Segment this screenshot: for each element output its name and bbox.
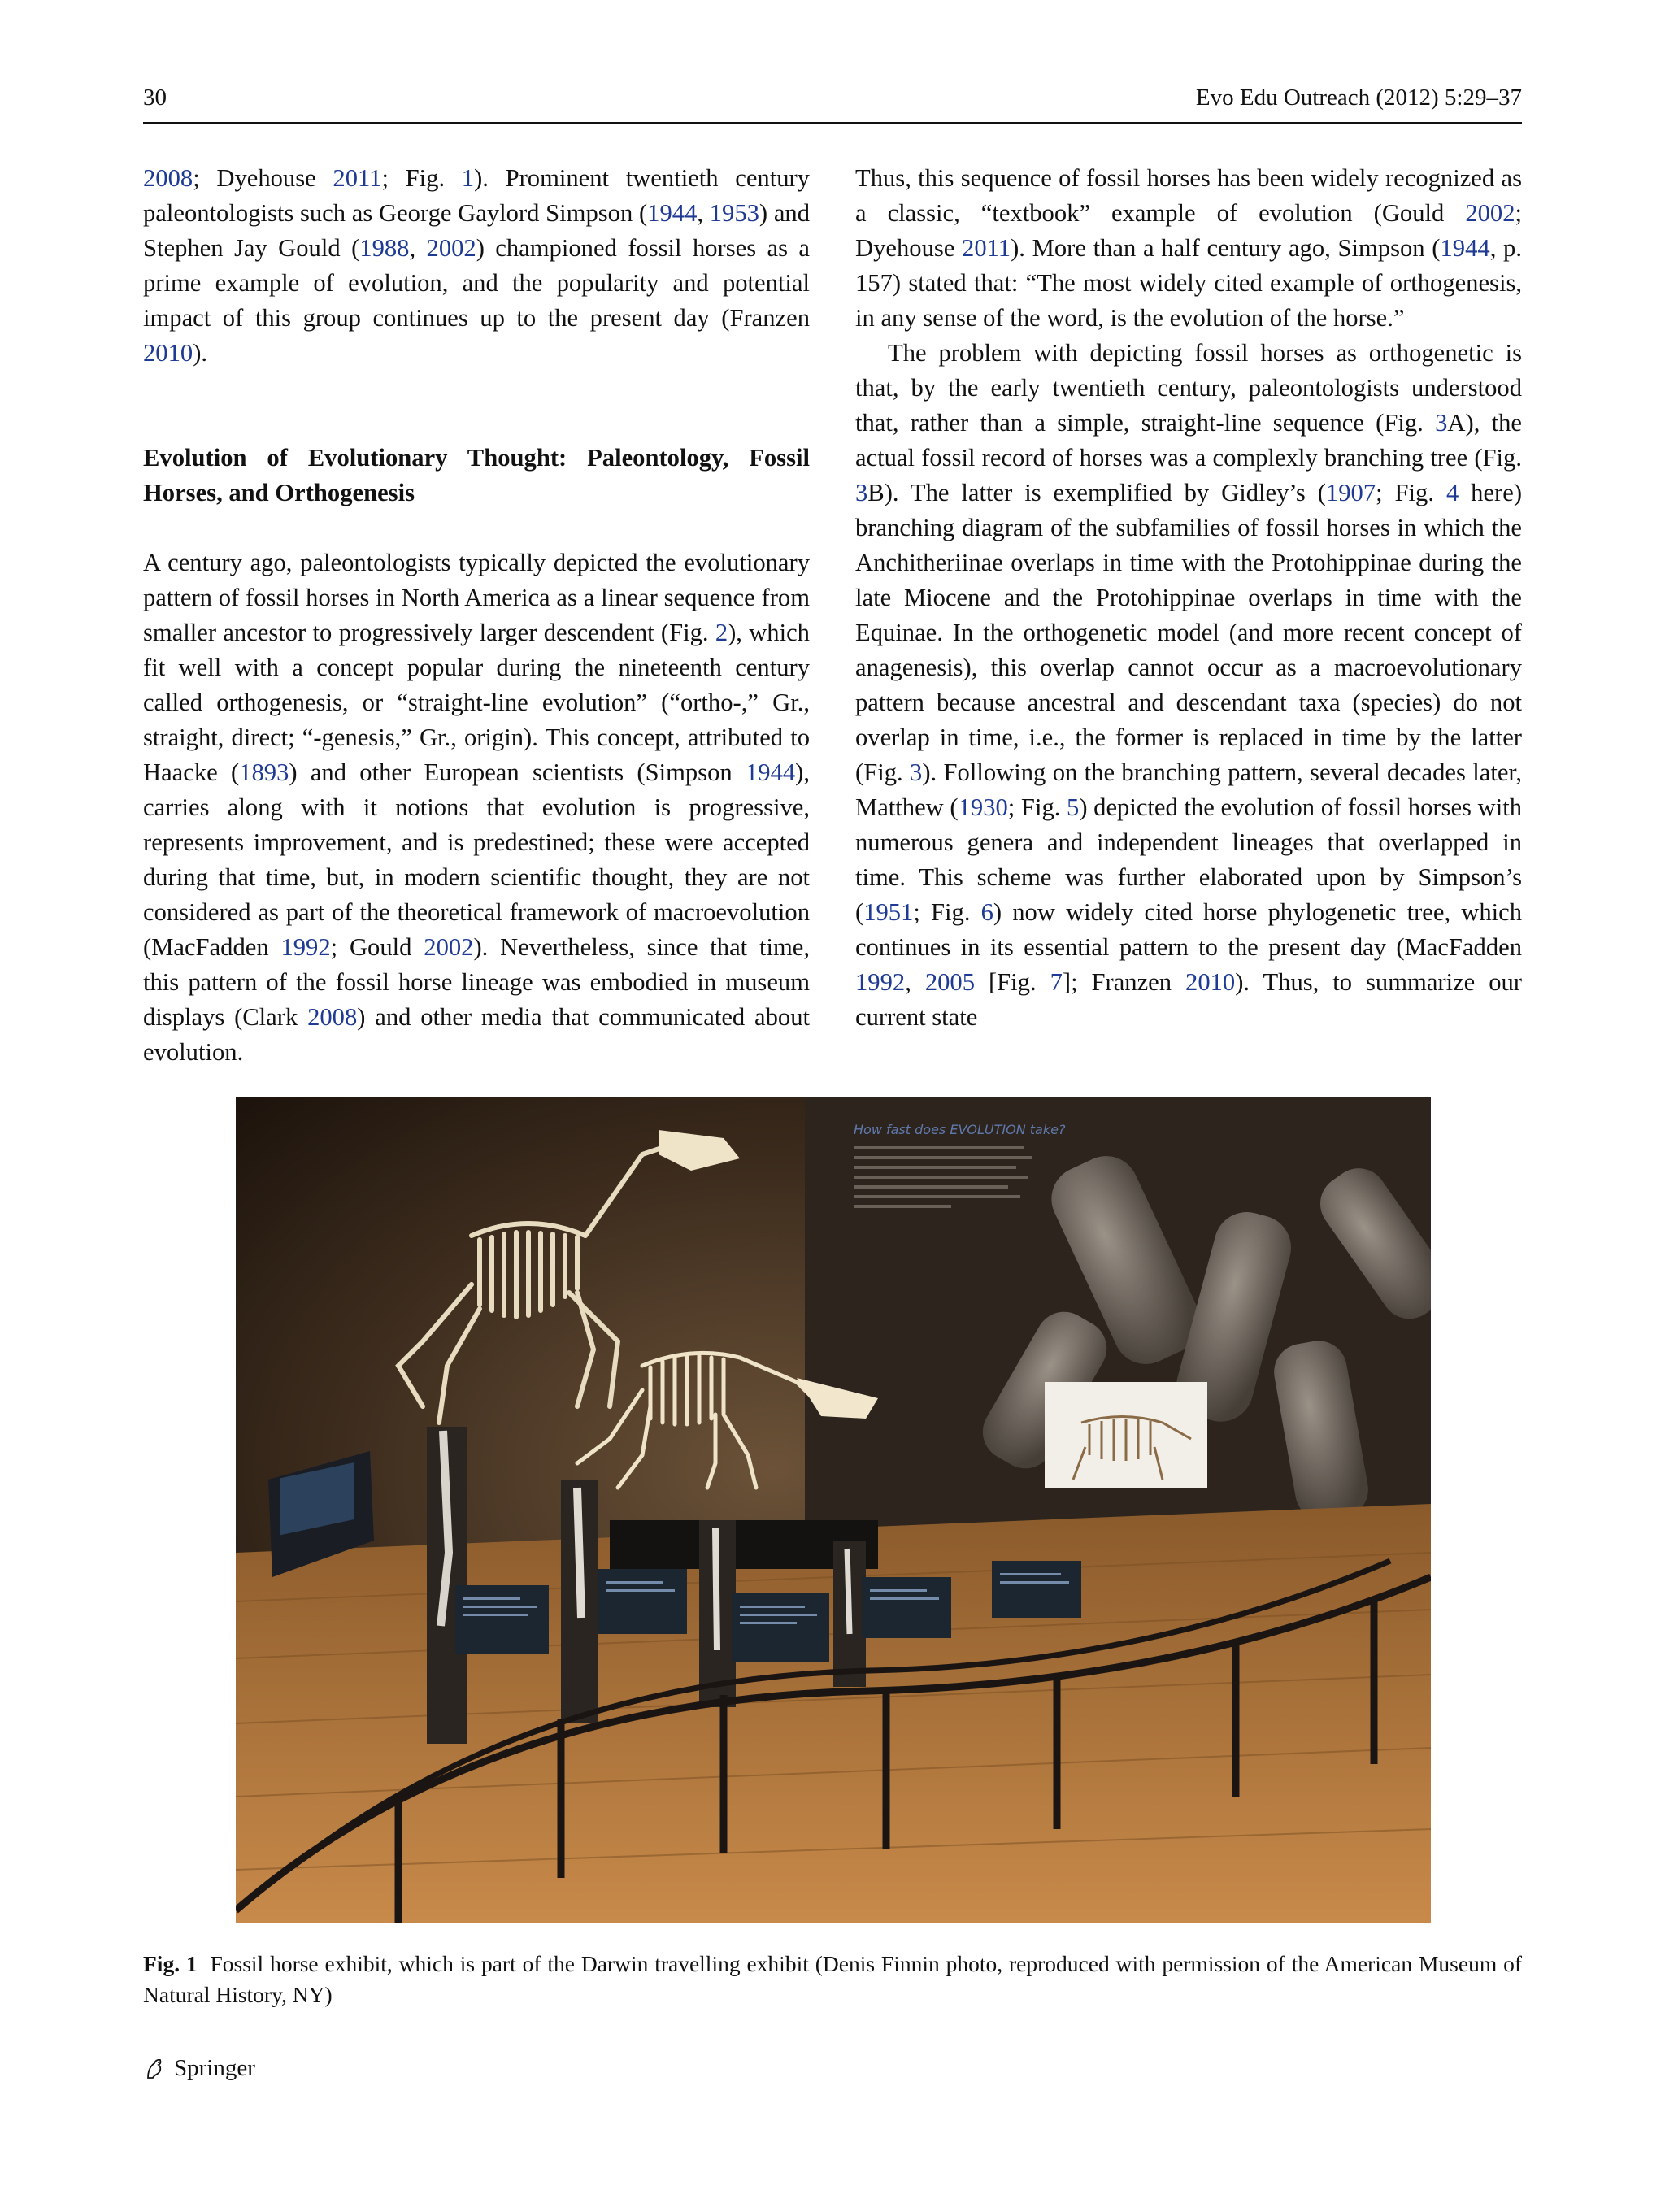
citation-link[interactable]: 2011	[962, 234, 1011, 262]
citation-link[interactable]: 1893	[239, 758, 289, 786]
citation-link[interactable]: 1	[461, 164, 475, 192]
body-text: here) branching diagram of the subfamilies of fossil horses in which the Anchitheriinae overlaps in time with the Protohippinae during the late Miocene and the Protohippinae overlaps in time with the Equinae. In the orthogenetic model (and more recent concept of anagenesis), this overlap cannot occur as a macroevolutionary pattern because ancestral and descendant taxa (species) do not overlap in time, i.e., the former is replaced in time by the latter (Fig.	[855, 479, 1523, 786]
museum-exhibit-photo	[236, 1097, 1431, 1923]
citation-link[interactable]: 4	[1445, 479, 1459, 506]
right-column	[855, 161, 1522, 1035]
body-text: ) championed fossil horses as a prime example of evolution, and the popularity and potential impact of this group continues up to the present day (Franzen	[143, 234, 811, 332]
springer-horse-icon	[143, 2057, 167, 2081]
body-text: ) and other European scientists (Simpson	[289, 758, 746, 786]
citation-link[interactable]: 6	[980, 898, 993, 926]
citation-link[interactable]: 2002	[1465, 199, 1515, 227]
body-text: ,	[697, 199, 710, 227]
citation-link[interactable]: 1944	[647, 199, 698, 227]
panel-heading: How fast does EVOLUTION take?	[854, 1122, 1066, 1137]
citation-link[interactable]: 1988	[359, 234, 410, 262]
citation-link[interactable]: 1951	[863, 898, 914, 926]
paragraph	[855, 336, 1522, 1035]
body-text: A), the actual fossil record of horses was a complexly branching tree (Fig.	[855, 409, 1522, 472]
body-text: ,	[409, 234, 427, 262]
body-text: Thus, this sequence of fossil horses has been widely recognized as a classic, “textbook” example of evolution (Gould	[855, 164, 1522, 227]
body-text: The problem with depicting fossil horses as orthogenetic is that, by the early twentieth century, paleontologists understood that, rather than a simple, straight-line sequence (Fig.	[855, 339, 1522, 437]
body-text: ) depicted the evolution of fossil horses with numerous genera and independent lineages that overlapped in time. This scheme was further elaborated upon by Simpson’s (	[855, 793, 1522, 926]
body-text: ; Fig.	[381, 164, 462, 192]
body-text: ). More than a half century ago, Simpson (	[1011, 234, 1441, 262]
figure-caption	[143, 1949, 1522, 2010]
citation-link[interactable]: 2005	[924, 968, 975, 996]
body-text: ). Thus, to summarize our current state	[855, 968, 1522, 1031]
paragraph	[143, 545, 810, 1070]
citation-link[interactable]: 7	[1050, 968, 1063, 996]
citation-link[interactable]: 1992	[280, 933, 331, 961]
body-text: ]; Franzen	[1062, 968, 1186, 996]
citation-link[interactable]: 2008	[143, 164, 193, 192]
body-text: ) and Stephen Jay Gould (	[143, 199, 811, 262]
section-heading: Evolution of Evolutionary Thought: Paleontology, Fossil Horses, and Orthogenesis	[143, 444, 810, 506]
body-text: ).	[193, 339, 208, 367]
body-text: ; Fig.	[1376, 479, 1446, 506]
body-text: A century ago, paleontologists typically depicted the evolutionary pattern of fossil horses in North America as a linear sequence from smaller ancestor to progressively larger descendent (Fig.	[143, 549, 810, 646]
citation-link[interactable]: 2002	[424, 933, 474, 961]
body-text: ). Prominent twentieth century paleontologists such as George Gaylord Simpson (	[143, 164, 810, 227]
citation-link[interactable]: 1953	[709, 199, 759, 227]
citation-link[interactable]: 2011	[333, 164, 382, 192]
body-text: ) now widely cited horse phylogenetic tree, which continues in its essential pattern to the present day (MacFadden	[855, 898, 1522, 961]
journal-citation: Evo Edu Outreach (2012) 5:29–37	[1195, 85, 1522, 111]
body-text: ). Following on the branching pattern, several decades later, Matthew (	[855, 758, 1523, 821]
paragraph	[143, 161, 810, 371]
citation-link[interactable]: 1944	[745, 758, 796, 786]
citation-link[interactable]: 1992	[855, 968, 906, 996]
publisher-logo	[143, 2055, 255, 2082]
caption-text: Fossil horse exhibit, which is part of the Darwin travelling exhibit (Denis Finnin photo, reproduced with permission of the American Museum of Natural History, NY)	[143, 1951, 1522, 2007]
citation-link[interactable]: 2002	[426, 234, 476, 262]
citation-link[interactable]: 1907	[1325, 479, 1376, 506]
body-text: , p. 157) stated that: “The most widely cited example of orthogenesis, in any sense of the word, is the evolution of the horse.”	[855, 234, 1522, 332]
body-text: ,	[905, 968, 925, 996]
citation-link[interactable]: 3	[910, 758, 923, 786]
body-text: ) and other media that communicated about evolution.	[143, 1003, 810, 1066]
left-column	[143, 161, 810, 1070]
citation-link[interactable]: 2	[715, 619, 728, 646]
citation-link[interactable]: 1944	[1440, 234, 1490, 262]
body-text: B). The latter is exemplified by Gidley’s (	[867, 479, 1326, 506]
figure-label: Fig. 1	[143, 1951, 198, 1976]
citation-link[interactable]: 5	[1067, 793, 1080, 821]
body-text: ; Dyehouse	[855, 199, 1522, 262]
page-number: 30	[143, 85, 167, 111]
header-rule	[143, 122, 1522, 124]
body-text: ), which fit well with a concept popular during the nineteenth century called orthogenesis, or “straight-line evolution” (“ortho-,” Gr., straight, direct; “-genesis,” Gr., origin). This concept, attributed to Haacke (	[143, 619, 810, 786]
body-text: [Fig.	[975, 968, 1050, 996]
publisher-name: Springer	[174, 2055, 255, 2081]
body-text: ; Gould	[330, 933, 424, 961]
figure-photo	[236, 1097, 1431, 1923]
citation-link[interactable]: 3	[855, 479, 868, 506]
citation-link[interactable]: 1930	[958, 793, 1008, 821]
body-text: ), carries along with it notions that evolution is progressive, represents improvement, and is predestined; these were accepted during that time, but, in modern scientific thought, they are not considered as part of the theoretical framework of macroevolution (MacFadden	[143, 758, 810, 961]
citation-link[interactable]: 2010	[143, 339, 193, 367]
body-text: ). Nevertheless, since that time, this pattern of the fossil horse lineage was embodied in museum displays (Clark	[143, 933, 811, 1031]
body-text: ; Fig.	[913, 898, 981, 926]
body-text: ; Dyehouse	[193, 164, 333, 192]
citation-link[interactable]: 2008	[307, 1003, 358, 1031]
citation-link[interactable]: 3	[1435, 409, 1448, 437]
body-text: ; Fig.	[1007, 793, 1067, 821]
citation-link[interactable]: 2010	[1185, 968, 1236, 996]
paragraph	[855, 161, 1522, 336]
